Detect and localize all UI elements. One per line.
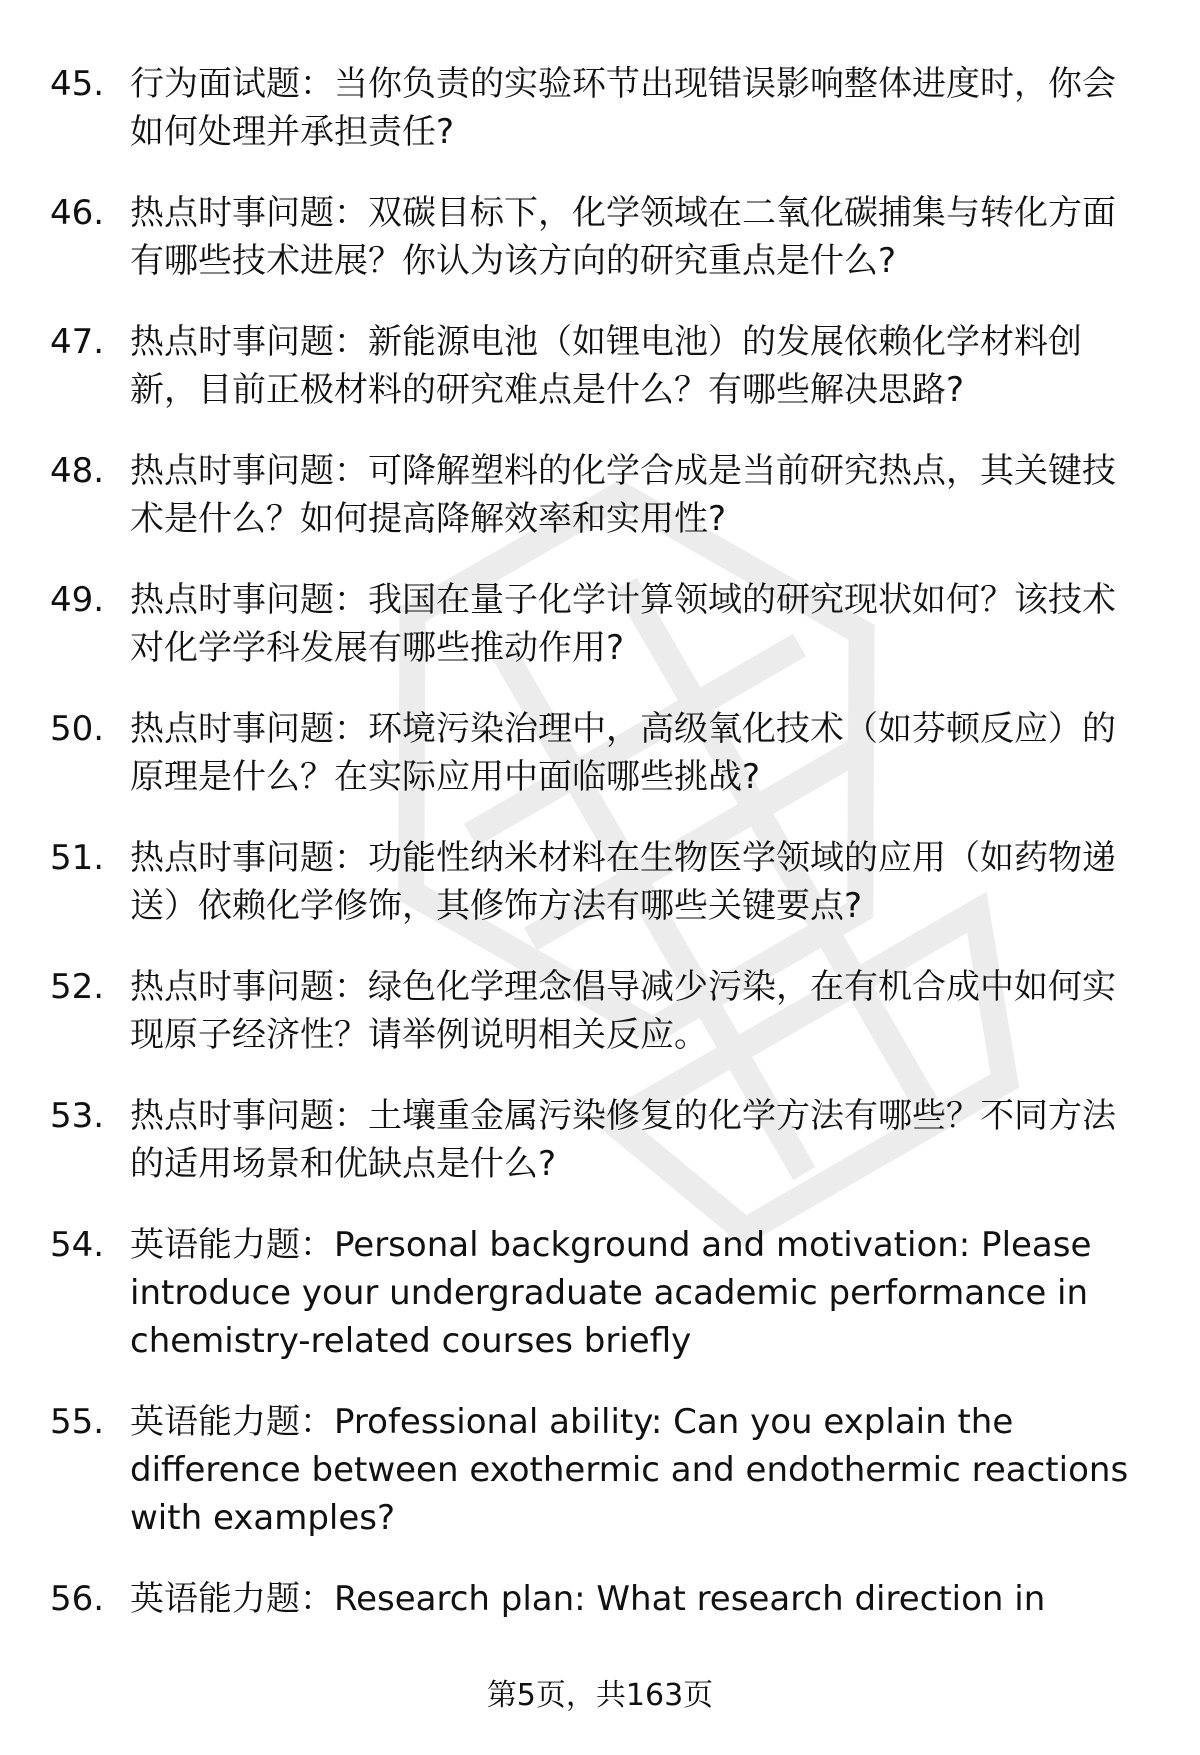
- question-number: 54.: [50, 1225, 105, 1265]
- question-item-48: [50, 447, 1150, 543]
- question-item-45: [50, 60, 1150, 156]
- question-text: 热点时事问题：环境污染治理中，高级氧化技术（如芬顿反应）的原理是什么？在实际应用中面临哪些挑战?: [130, 709, 1116, 797]
- question-item-50: [50, 705, 1150, 801]
- question-text: 热点时事问题：新能源电池（如锂电池）的发展依赖化学材料创新，目前正极材料的研究难点是什么？有哪些解决思路?: [130, 322, 1082, 410]
- question-text: 热点时事问题：土壤重金属污染修复的化学方法有哪些？不同方法的适用场景和优缺点是什么?: [130, 1096, 1116, 1184]
- question-item-55: [50, 1398, 1150, 1542]
- question-item-47: [50, 318, 1150, 414]
- question-number: 51.: [50, 838, 105, 878]
- page-footer: 第5页，共163页: [486, 1678, 714, 1713]
- question-text: 热点时事问题：绿色化学理念倡导减少污染，在有机合成中如何实现原子经济性？请举例说明相关反应。: [130, 967, 1116, 1055]
- question-text: 行为面试题：当你负责的实验环节出现错误影响整体进度时，你会如何处理并承担责任?: [130, 64, 1116, 152]
- question-number: 50.: [50, 709, 105, 749]
- question-text: 热点时事问题：双碳目标下，化学领域在二氧化碳捕集与转化方面有哪些技术进展？你认为该方向的研究重点是什么?: [130, 193, 1116, 281]
- question-number: 52.: [50, 967, 105, 1007]
- question-text: 热点时事问题：功能性纳米材料在生物医学领域的应用（如药物递送）依赖化学修饰，其修饰方法有哪些关键要点?: [130, 838, 1116, 926]
- question-text: 热点时事问题：我国在量子化学计算领域的研究现状如何？该技术对化学学科发展有哪些推动作用?: [130, 580, 1116, 668]
- question-number: 53.: [50, 1096, 105, 1136]
- question-text: 英语能力题：Personal background and motivation: Please introduce your undergraduate academic performance in chemistry-related courses briefly: [130, 1225, 1092, 1361]
- question-number: 55.: [50, 1402, 105, 1442]
- question-text: 英语能力题：Professional ability: Can you explain the difference between exothermic and endothermic reactions with examples?: [130, 1402, 1129, 1538]
- question-number: 47.: [50, 322, 105, 362]
- question-item-53: [50, 1092, 1150, 1188]
- question-item-46: [50, 189, 1150, 285]
- question-number: 46.: [50, 193, 105, 233]
- question-item-56: [50, 1575, 1150, 1623]
- question-number: 49.: [50, 580, 105, 620]
- question-text: 英语能力题：Research plan: What research direction in: [130, 1579, 1046, 1619]
- question-item-52: [50, 963, 1150, 1059]
- question-text: 热点时事问题：可降解塑料的化学合成是当前研究热点，其关键技术是什么？如何提高降解效率和实用性?: [130, 451, 1116, 539]
- question-number: 48.: [50, 451, 105, 491]
- question-item-51: [50, 834, 1150, 930]
- question-number: 45.: [50, 64, 105, 104]
- question-item-54: [50, 1221, 1150, 1365]
- question-number: 56.: [50, 1579, 105, 1619]
- question-item-49: [50, 576, 1150, 672]
